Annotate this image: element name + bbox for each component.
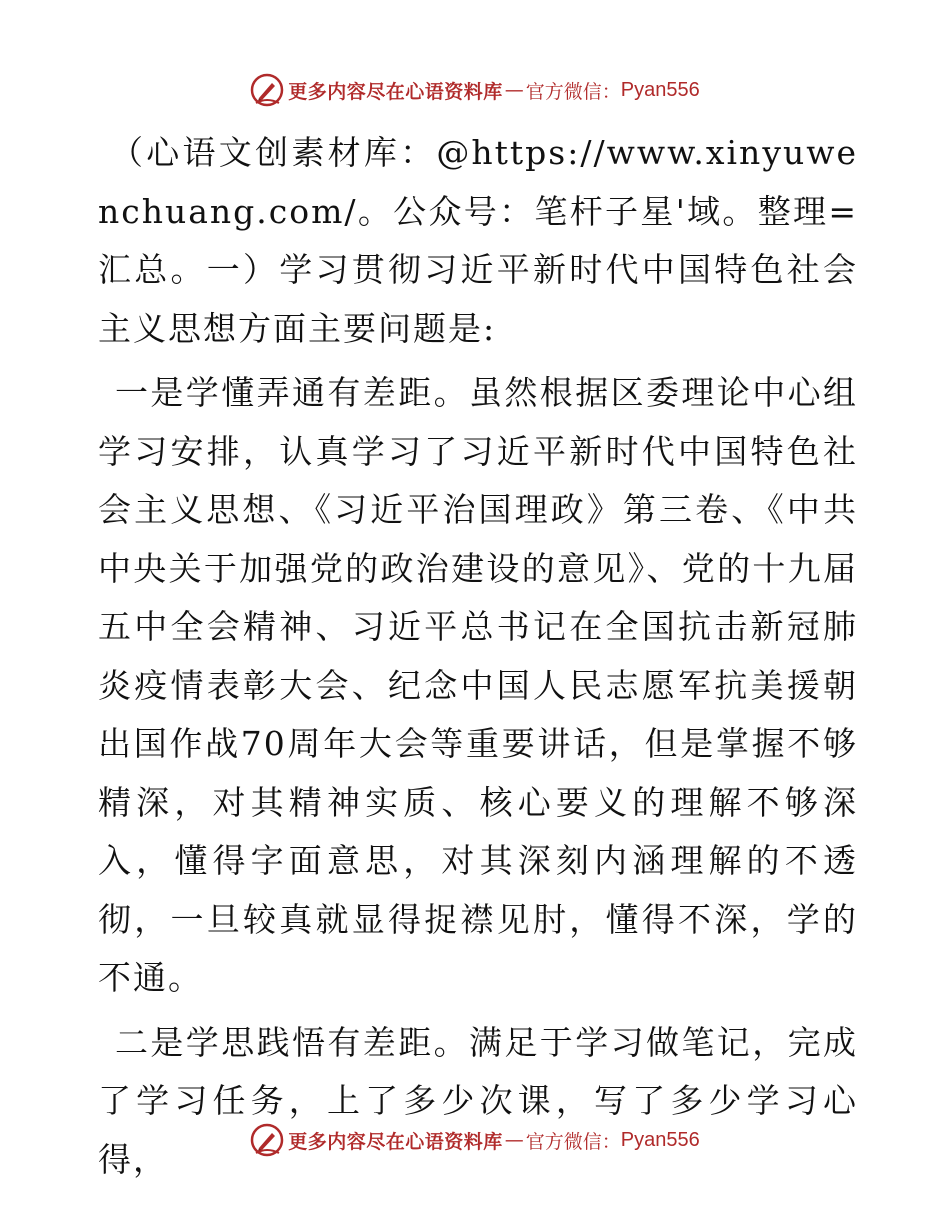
paragraph-point-one: 一是学懂弄通有差距。虽然根据区委理论中心组学习安排，认真学习了习近平新时代中国特色社会主义思想、《习近平治国理政》第三卷、《中共中央关于加强党的政治建设的意见》、党的十九届五中全会精神、习近平总书记在全国抗击新冠肺炎疫情表彰大会、纪念中国人民志愿军抗美援朝出国作战70周年大会等重要讲话，但是掌握不够精深，对其精神实质、核心要义的理解不够深入，懂得字面意思，对其深刻内涵理解的不透彻，一旦较真就显得捉襟见肘，懂得不深，学的不通。 — [98, 373, 858, 997]
document-body — [98, 124, 858, 1189]
banner-official-label: 官方微信： — [525, 1130, 621, 1153]
banner-dash: — — [504, 79, 524, 101]
pen-logo-icon — [250, 1123, 284, 1157]
banner-official-label: 官方微信： — [525, 80, 621, 103]
banner-wechat-id: Pyan556 — [620, 78, 700, 101]
header-watermark-banner — [0, 70, 950, 110]
paragraph-intro: （心语文创素材库：@https://www.xinyuwenchuang.com/。公众号：笔杆子星'域。整理=汇总。一）学习贯彻习近平新时代中国特色社会主义思想方面主要问题是: — [98, 133, 858, 348]
banner-main-text: 更多内容尽在心语资料库 — [288, 80, 503, 103]
banner-dash: — — [504, 1129, 524, 1151]
footer-watermark-banner — [0, 1120, 950, 1160]
banner-wechat-id: Pyan556 — [620, 1128, 700, 1151]
paragraph-point-two: 二是学思践悟有差距。满足于学习做笔记，完成了学习任务，上了多少次课，写了多少学习心得， — [98, 1022, 858, 1179]
banner-main-text: 更多内容尽在心语资料库 — [288, 1130, 503, 1153]
pen-logo-icon — [250, 73, 284, 107]
